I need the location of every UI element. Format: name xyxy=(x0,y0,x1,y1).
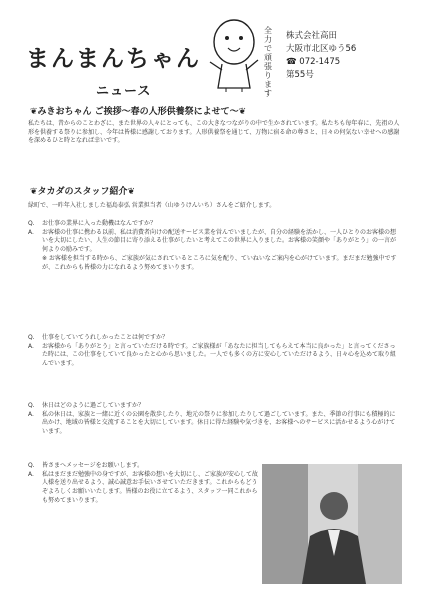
newsletter-title: まんまんちゃん xyxy=(26,46,201,72)
qa-answer: 私の休日は、家族と一緒に近くの公園を散歩したり、地元の祭りに参加したりして過ごしています。また、季節の行事にも積極的に出かけ、地域の皆様と交流することを大切にしています。休日に得た経験や気づきを、お客様へのサービスに活かせるよう心がけています。 xyxy=(42,410,396,436)
qa-question: お仕事の業界に入った動機はなんですか？ xyxy=(42,220,157,227)
qa-item: Q. お仕事の業界に入った動機はなんですか？ A. お客様の仕事に携わる以前、私は消費者向けの配送サービス業を営んでいましたが、自分の経験を活かし、一人ひとりのお客様の想いを大切にしたい、人生の節目に寄り添える仕事がしたいと考えてこの世界に入りました。お客様の笑顔や「ありがとう」の一言が何よりの励みです。 ※ お客様を担当する時から、ご家族が気にされているところに気を配り、ていねいなご案内を心がけています。まだまだ勉強中ですが、これからも皆様の力になれるよう努めてまいります。 xyxy=(28,220,400,272)
qa-question: 仕事をしていてうれしかったことは何ですか？ xyxy=(42,334,169,341)
qa-item: Q. 休日はどのように過ごしていますか？ A. 私の休日は、家族と一緒に近くの公園を散歩したり、地元の祭りに参加したりして過ごしています。また、季節の行事にも積極的に出かけ、地域の皆様と交流することを大切にしています。休日に得た経験や気づきを、お客様へのサービスに活かせるよう心がけています。 xyxy=(28,402,400,437)
mascot-slogan: 全力で頑張ります xyxy=(264,26,272,98)
company-info xyxy=(286,30,356,82)
staff-photo xyxy=(262,464,402,584)
company-name: 株式会社高田 xyxy=(286,31,338,41)
staff-heading: ❦タカダのスタッフ紹介❦ xyxy=(30,187,136,197)
qa-question: 皆さまへメッセージをお願いします。 xyxy=(42,462,144,469)
qa-answer: お客様から「ありがとう」と言っていただける時です。ご家族様が「あなたに担当してもらえて本当に良かった」と言ってくださった時には、この仕事をしていて良かったと心から思いました。一人でも多くの方に安心していただけるよう、日々心を込めて取り組んでいます。 xyxy=(42,342,397,368)
qa-item: Q. 皆さまへメッセージをお願いします。 A. 私はまだまだ勉強中の身ですが、お客様の想いを大切にし、ご家族が安心して故人様を送り出せるよう、誠心誠意お手伝いさせていただきます。これからもどうぞよろしくお願いいたします。皆様のお役に立てるよう、スタッフ一同これからも努めてまいります。 xyxy=(28,462,259,504)
company-phone: ☎ 072-1475 xyxy=(286,57,341,67)
staff-intro: 緑町で、一昨年入社しました福島泰弘 営業担当者（山ゆうけんいち）さんをご紹介します。 xyxy=(28,202,276,209)
newsletter-subtitle: ニュース xyxy=(96,84,152,99)
company-address: 大阪市北区ゆう56 xyxy=(286,44,357,54)
mascot-illustration xyxy=(204,14,272,94)
qa-question: 休日はどのように過ごしていますか？ xyxy=(42,402,145,409)
greeting-body: 私たちは、昔からのことわざに、また世界の人々にとっても、この大きなつながりの中で生かされています。私たちも毎年春に、先祖の人形を供養する祭りに参加し、今年は皆様に感謝しております。人形供養祭を通じて、万物に宿る命の尊さと、日々の何気ない幸せへの感謝を深めるひと時となれば幸いです。 xyxy=(28,120,400,145)
qa-item: Q. 仕事をしていてうれしかったことは何ですか？ A. お客様から「ありがとう」と言っていただける時です。ご家族様が「あなたに担当してもらえて本当に良かった」と言ってくださった時には、この仕事をしていて良かったと心から思いました。一人でも多くの方に安心していただけるよう、日々心を込めて取り組んでいます。 xyxy=(28,334,400,369)
qa-answer: 私はまだまだ勉強中の身ですが、お客様の想いを大切にし、ご家族が安心して故人様を送り出せるよう、誠心誠意お手伝いさせていただきます。これからもどうぞよろしくお願いいたします。皆様のお役に立てるよう、スタッフ一同これからも努めてまいります。 xyxy=(42,470,259,504)
issue-number: 第55号 xyxy=(286,70,314,80)
qa-answer: お客様の仕事に携わる以前、私は消費者向けの配送サービス業を営んでいましたが、自分の経験を活かし、一人ひとりのお客様の想いを大切にしたい、人生の節目に寄り添える仕事がしたいと考えてこの世界に入りました。お客様の笑顔や「ありがとう」の一言が何よりの励みです。 ※ お客様を担当する時から、ご家族が気にされているところに気を配り、ていねいなご案内を心がけています。まだまだ勉強中ですが、これからも皆様の力になれるよう努めてまいります。 xyxy=(42,228,397,271)
greeting-heading: ❦みきおちゃん ご挨拶～春の人形供養祭によせて～❦ xyxy=(30,107,247,117)
